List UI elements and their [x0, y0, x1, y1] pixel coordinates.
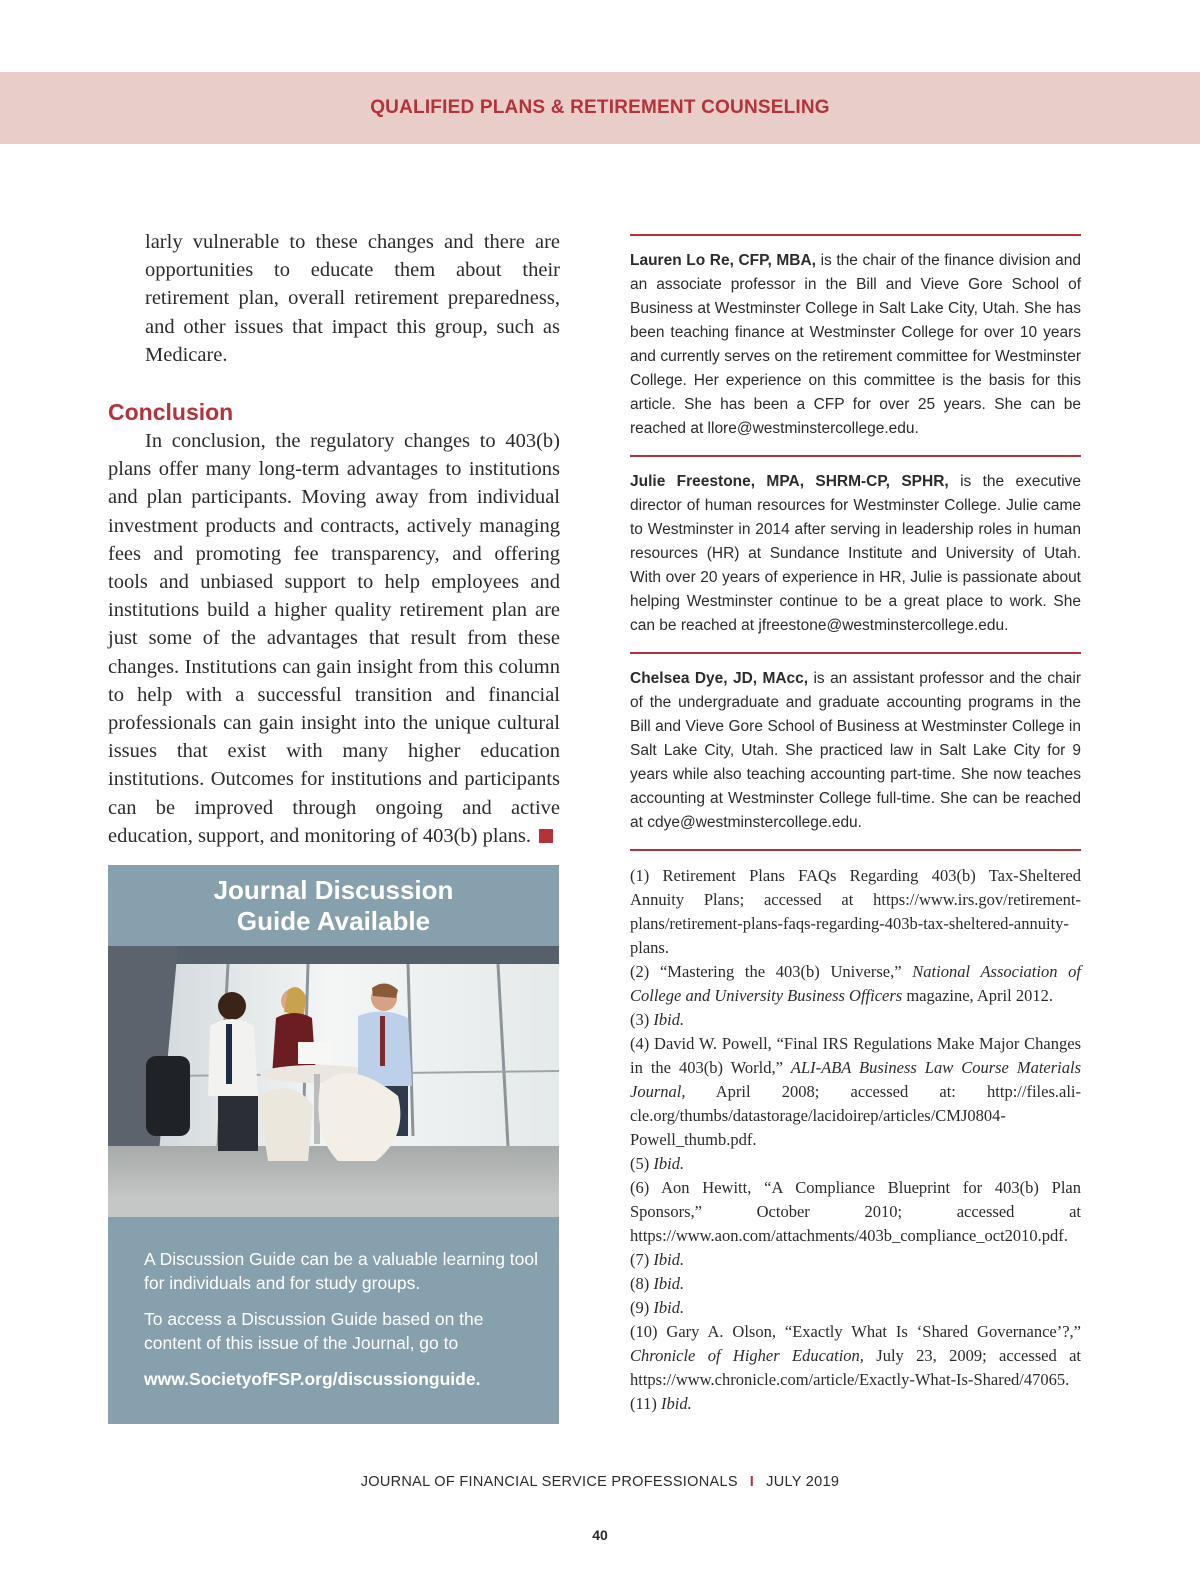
endnote-text: July 23, 2009; accessed at https://www.chronicle.com/article/Exactly-What-Is-Shared/47065.	[630, 1346, 1081, 1389]
section-banner	[0, 72, 1200, 144]
endnote-4	[630, 1032, 1081, 1152]
discussion-guide-link[interactable]: www.SocietyofFSP.org/discussionguide.	[144, 1369, 481, 1389]
page-number: 40	[592, 1527, 608, 1543]
article-body	[108, 228, 560, 850]
endnote-italic: Ibid.	[653, 1010, 685, 1029]
issue-date: JULY 2019	[766, 1474, 840, 1490]
author-bio-text: is the executive director of human resources for Westminster College. Julie came to Westminster in 2014 after serving in leadership roles in human resources (HR) at Sundance Institute and University of Utah. With over 20 years of experience in HR, Julie is passionate about helping Westminster continue to be a great place to work. She can be reached at jfreestone@westminstercollege.edu.	[630, 473, 1081, 634]
endnote-3	[630, 1008, 1081, 1032]
endnote-text: April 2008; accessed at: http://files.ali-cle.org/thumbs/datastorage/lacidoirep/articles/CMJ0804-Powell_thumb.pdf.	[630, 1082, 1081, 1149]
endnote-italic: National Association of College and University Business Officers	[630, 962, 1082, 1005]
author-bio-text: is the chair of the finance division and an associate professor in the Bill and Vieve Gore School of Business at Westminster College in Salt Lake City, Utah. She has been teaching finance at Westminster College for over 10 years and currently serves on the retirement committee for Westminster College. Her experience on this committee is the basis for this article. She has been a CFP for over 25 years. She can be reached at llore@westminstercollege.edu.	[630, 252, 1081, 437]
endnote-11	[630, 1392, 1081, 1416]
author-name: Lauren Lo Re, CFP, MBA,	[630, 252, 816, 269]
endnote-italic: Ibid.	[653, 1154, 685, 1173]
guide-title-line-2: Guide Available	[236, 906, 431, 936]
endnote-9	[630, 1296, 1081, 1320]
endnote-text: (1) Retirement Plans FAQs Regarding 403(b) Tax-Sheltered Annuity Plans; accessed at https://www.irs.gov/retirement-plans/retirement-plans-faqs-regarding-403b-tax-sheltered-annuity-plans.	[630, 866, 1081, 957]
endnote-2	[630, 960, 1081, 1008]
divider	[630, 455, 1081, 457]
endnote-text: (3)	[630, 1010, 654, 1029]
guide-title-line-1: Journal Discussion	[213, 875, 454, 905]
endnote-text: (7)	[630, 1250, 654, 1269]
endnote-italic: Ibid.	[653, 1298, 685, 1317]
endnote-8	[630, 1272, 1081, 1296]
endnote-text: (2) “Mastering the 403(b) Universe,”	[630, 962, 913, 981]
footer-separator: I	[749, 1474, 755, 1490]
endnote-text: (5)	[630, 1154, 654, 1173]
lead-paragraph: larly vulnerable to these changes and there are opportunities to educate them about their retirement plan, overall retirement preparedness, and other issues that impact this group, such as Medicare.	[145, 231, 560, 366]
endnote-text: (6) Aon Hewitt, “A Compliance Blueprint for 403(b) Plan Sponsors,” October 2010; accessed at https://www.aon.com/attachments/403b_compliance_oct2010.pdf.	[630, 1178, 1081, 1245]
page-footer	[0, 1474, 1200, 1490]
divider	[630, 849, 1081, 851]
endnote-text: (9)	[630, 1298, 654, 1317]
endnote-italic: ALI-ABA Business Law Course Materials Journal,	[630, 1058, 1082, 1101]
endnote-italic: Chronicle of Higher Education,	[630, 1346, 864, 1365]
author-bio-3	[630, 667, 1081, 835]
conclusion-heading: Conclusion	[108, 399, 234, 426]
endnote-text: (11)	[630, 1394, 662, 1413]
author-name: Julie Freestone, MPA, SHRM-CP, SPHR,	[630, 473, 949, 490]
right-column	[630, 234, 1081, 1416]
guide-title	[108, 875, 559, 937]
author-name: Chelsea Dye, JD, MAcc,	[630, 670, 809, 687]
endnote-6	[630, 1176, 1081, 1248]
endnote-7	[630, 1248, 1081, 1272]
endnotes	[630, 864, 1081, 1416]
endnote-italic: Ibid.	[661, 1394, 692, 1413]
endnote-text: magazine, April 2012.	[902, 986, 1053, 1005]
endnote-5	[630, 1152, 1081, 1176]
author-bio-1	[630, 249, 1081, 441]
discussion-guide-box	[108, 865, 559, 1424]
endnote-italic: Ibid.	[653, 1274, 685, 1293]
business-meeting-photo	[108, 946, 559, 1217]
endnote-text: (8)	[630, 1274, 654, 1293]
end-of-article-icon	[539, 829, 553, 843]
guide-text-1: A Discussion Guide can be a valuable learning tool for individuals and for study groups.	[144, 1249, 538, 1293]
divider	[630, 652, 1081, 654]
guide-text-2: To access a Discussion Guide based on the content of this issue of the Journal, go to	[144, 1309, 484, 1353]
divider	[630, 234, 1081, 236]
endnote-10	[630, 1320, 1081, 1392]
endnote-italic: Ibid.	[653, 1250, 685, 1269]
guide-text	[144, 1247, 539, 1403]
section-title: QUALIFIED PLANS & RETIREMENT COUNSELING	[370, 97, 830, 118]
endnote-1	[630, 864, 1081, 960]
conclusion-text: In conclusion, the regulatory changes to 403(b) plans offer many long-term advantages to institutions and plan participants. Moving away from individual investment products and contracts, actively managing fees and promoting fee transparency, and offering tools and unbiased support to help employees and institutions build a higher quality retirement plan are just some of the advantages that result from these changes. Institutions can gain insight from this column to help with a successful transition and financial professionals can gain insight into the unique cultural issues that exist with many higher education institutions. Outcomes for institutions and participants can be improved through ongoing and active education, support, and monitoring of 403(b) plans.	[108, 430, 560, 847]
endnote-text: (10) Gary A. Olson, “Exactly What Is ‘Shared Governance’?,”	[630, 1322, 1081, 1341]
author-bio-text: is an assistant professor and the chair of the undergraduate and graduate accounting programs in the Bill and Vieve Gore School of Business at Westminster College in Salt Lake City, Utah. She practiced law in Salt Lake City for 9 years while also teaching accounting part-time. She now teaches accounting at Westminster College full-time. She can be reached at cdye@westminstercollege.edu.	[630, 670, 1081, 831]
author-bio-2	[630, 470, 1081, 638]
conclusion-paragraph	[108, 427, 560, 850]
endnote-text: (4) David W. Powell, “Final IRS Regulations Make Major Changes in the 403(b) World,”	[630, 1034, 1081, 1077]
journal-name: JOURNAL OF FINANCIAL SERVICE PROFESSIONALS	[360, 1474, 738, 1490]
